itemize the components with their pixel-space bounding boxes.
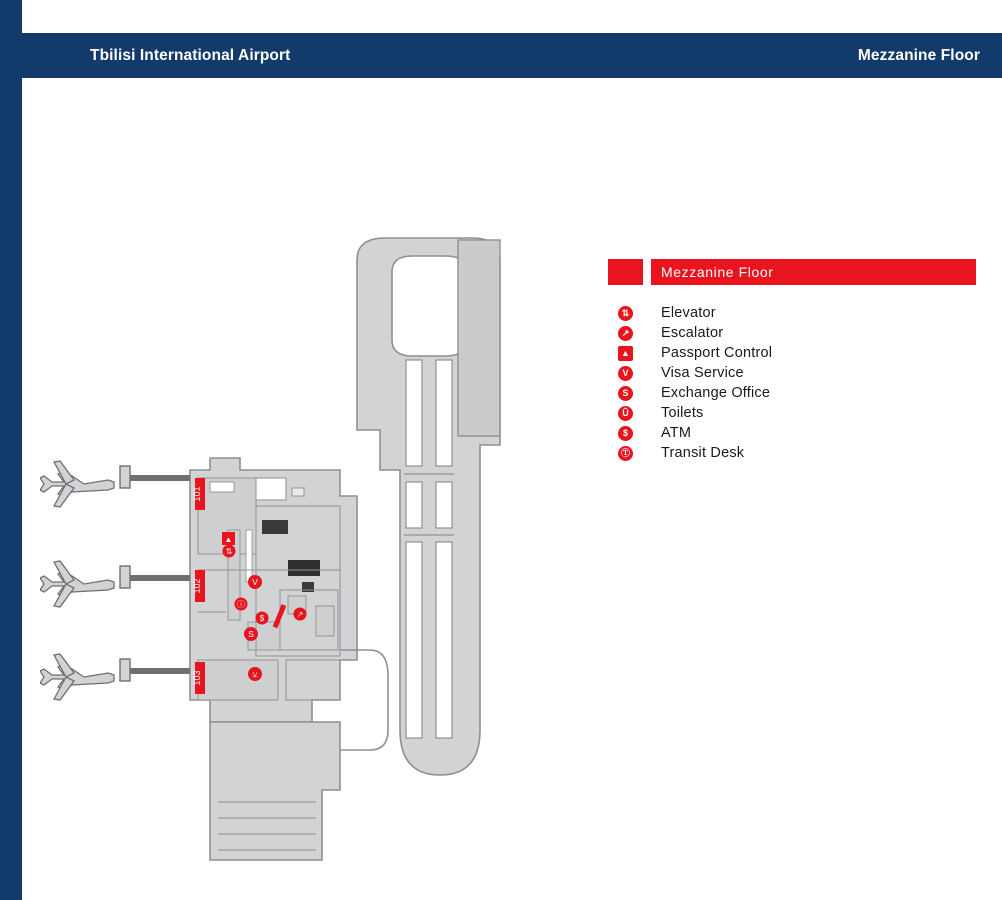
legend-icon-cell — [608, 406, 643, 421]
legend-icon-cell — [608, 366, 643, 381]
legend-list — [608, 303, 976, 463]
aircraft — [40, 654, 114, 700]
atm-icon: $ — [618, 426, 633, 441]
exchange-office-icon: S — [618, 386, 633, 401]
jet-bridges — [120, 466, 190, 681]
legend-header-bar — [651, 259, 976, 285]
legend-panel — [608, 259, 976, 463]
terminal-building — [190, 458, 388, 860]
legend-title: Mezzanine Floor — [661, 264, 774, 280]
svg-text:S: S — [248, 629, 254, 639]
legend-color-swatch — [608, 259, 643, 285]
legend-item-label: Exchange Office — [661, 385, 771, 401]
legend-item-label: Passport Control — [661, 345, 773, 361]
legend-icon-cell — [608, 386, 643, 401]
page-title: Tbilisi International Airport — [90, 47, 291, 64]
svg-text:103: 103 — [192, 670, 202, 686]
elevator-marker — [223, 545, 236, 558]
exchange-office-marker — [244, 627, 258, 641]
legend-item-toilets — [608, 403, 976, 423]
visa-service-marker — [248, 575, 262, 589]
legend-item-label: ATM — [661, 425, 692, 441]
left-edge-strip — [0, 0, 22, 900]
svg-text:V: V — [252, 577, 258, 587]
legend-header — [608, 259, 976, 285]
passport-control-marker — [222, 532, 235, 545]
atm-marker — [256, 612, 269, 625]
legend-icon-cell — [608, 326, 643, 341]
svg-text:▲: ▲ — [224, 535, 233, 544]
bottom-white-strip — [22, 884, 1002, 900]
toilets-marker — [248, 667, 262, 681]
svg-text:102: 102 — [192, 578, 202, 594]
legend-icon-cell — [608, 446, 643, 461]
legend-item-atm — [608, 423, 976, 443]
transit-desk-marker — [235, 598, 248, 611]
legend-item-label: Transit Desk — [661, 445, 745, 461]
legend-icon-cell — [608, 426, 643, 441]
escalator-marker — [294, 608, 307, 621]
aircraft-group — [40, 461, 114, 700]
legend-item-label: Visa Service — [661, 365, 744, 381]
floor-label: Mezzanine Floor — [857, 47, 980, 64]
toilets-icon: Ũ — [618, 406, 633, 421]
svg-text:↗: ↗ — [296, 610, 304, 619]
svg-text:$: $ — [259, 614, 265, 623]
legend-item-label: Toilets — [661, 405, 704, 421]
aircraft — [40, 561, 114, 607]
escalator-icon: ↗ — [618, 326, 633, 341]
top-white-strip — [22, 0, 1002, 33]
svg-text:101: 101 — [192, 486, 202, 502]
legend-icon-cell — [608, 346, 643, 361]
svg-text:⚺: ⚺ — [252, 670, 258, 679]
svg-text:ⓘ: ⓘ — [237, 600, 245, 609]
terminal-floor-map — [40, 230, 580, 880]
aircraft — [40, 461, 114, 507]
legend-item-transit-desk — [608, 443, 976, 463]
concourse-pier — [340, 238, 500, 790]
transit-desk-icon: Ⓣ — [618, 446, 633, 461]
legend-item-escalator — [608, 323, 976, 343]
svg-text:⇅: ⇅ — [225, 547, 233, 556]
passport-control-icon: ▲ — [618, 346, 633, 361]
legend-item-label: Escalator — [661, 325, 724, 341]
legend-icon-cell — [608, 306, 643, 321]
legend-item-passport-control — [608, 343, 976, 363]
legend-item-visa-service — [608, 363, 976, 383]
legend-item-label: Elevator — [661, 305, 716, 321]
legend-item-exchange-office — [608, 383, 976, 403]
visa-service-icon: V — [618, 366, 633, 381]
elevator-icon: ⇅ — [618, 306, 633, 321]
legend-item-elevator — [608, 303, 976, 323]
